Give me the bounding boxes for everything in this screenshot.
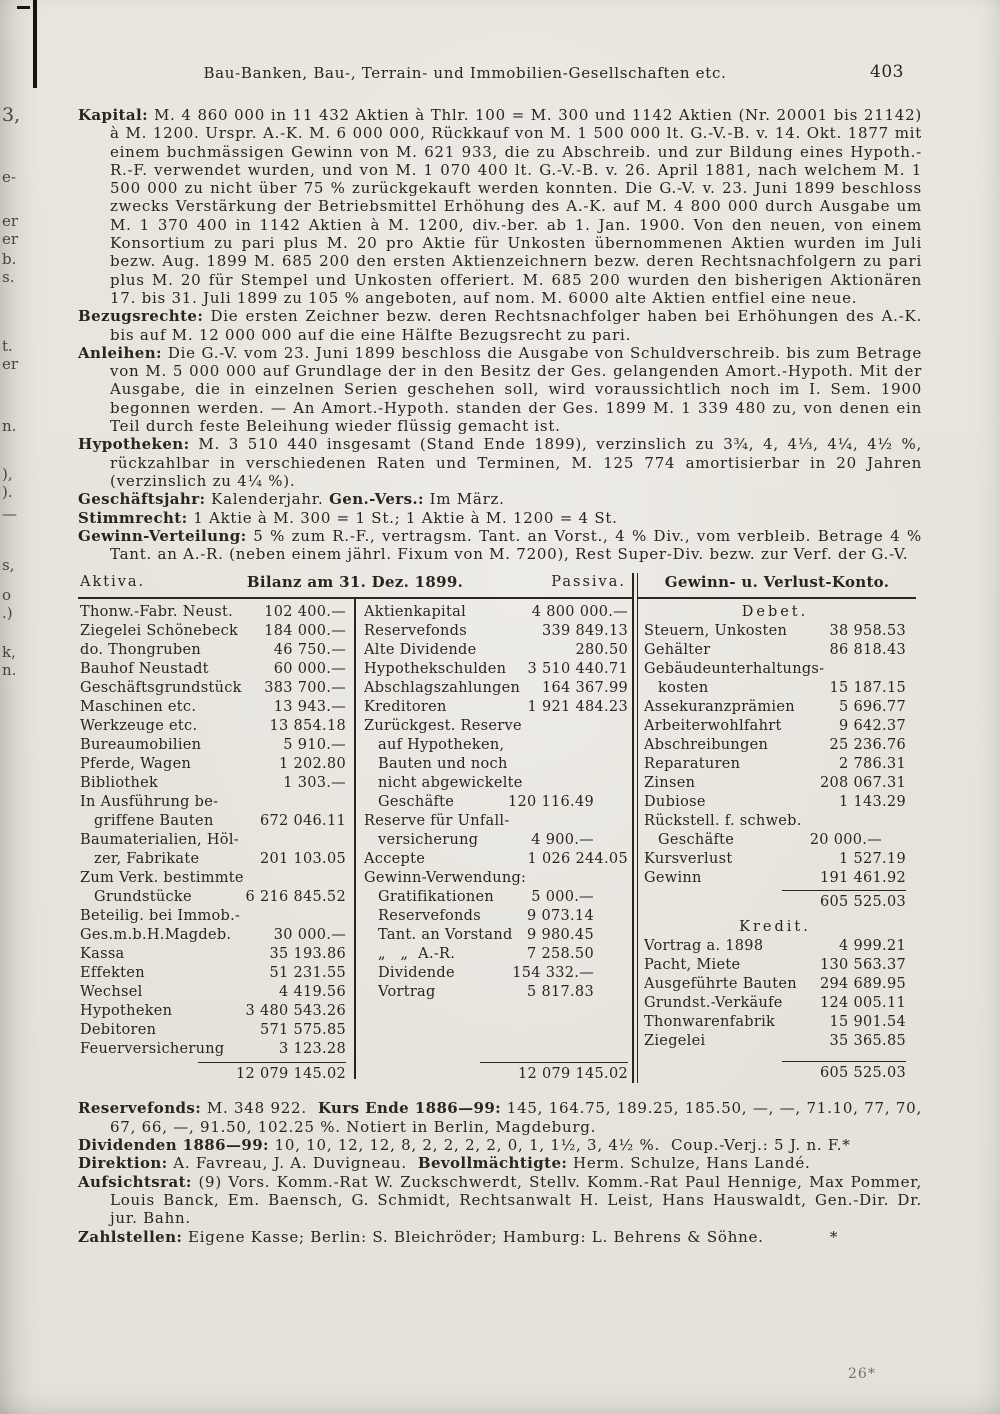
entry-paragraph: Zahlstellen: Eigene Kasse; Berlin: S. Bleichröder; Hamburg: L. Behrens & Söhne. * bbox=[78, 1227, 839, 1246]
ledger-row bbox=[364, 850, 628, 869]
entry-paragraph: Anleihen: Die G.-V. vom 23. Juni 1899 beschloss die Ausgabe von Schuldverschreib. bis zum Betrage von M. 5 000 000 auf Grundlage der in den Besitz der Ges. gelangenden Amort.-Hypoth. Mit der Ausgabe, die in einzelnen Serien geschehen soll, wird voraussichtlich noch im I. Sem. 1900 begonnen werden. — An Amort.-Hypoth. standen der Ges. 1899 M. 1 339 480 zu, von denen ein Teil durch feste Beleihung wieder flüssig gemacht ist. bbox=[78, 343, 922, 436]
ledger-amount: 1 143.29 bbox=[839, 794, 906, 811]
ledger-amount: 15 901.54 bbox=[829, 1014, 906, 1031]
ledger-row bbox=[644, 641, 906, 660]
margin-fragment: o bbox=[2, 586, 12, 604]
ledger-label: Debitoren bbox=[80, 1022, 157, 1039]
ledger-label: Ziegelei Schönebeck bbox=[80, 623, 239, 640]
ledger-row bbox=[80, 1040, 346, 1059]
ledger-label: Beteilig. bei Immob.- bbox=[80, 908, 241, 925]
entry-paragraph: Kapital: M. 4 860 000 in 11 432 Aktien à Thlr. 100 = M. 300 und 1142 Aktien (Nr. 20001 bis 21142) à M. 1200. Urspr. A.-K. M. 6 000 000, Rückkauf von M. 1 500 000 lt. G.-V.-B. v. 14. Okt. 1877 mit einem buchmässigen Gewinn von M. 621 933, die zu Abschreib. und zur Bildung eines Hypoth.-R.-F. verwendet wurden, und von M. 1 070 400 lt. G.-V.-B. v. 26. April 1881, nach welchem M. 1 500 000 zu nicht über 75 % zurückgekauft werden konnten. Die G.-V. v. 23. Juni 1899 beschloss zwecks Verstärkung der Betriebsmittel Erhöhung des A.-K. auf M. 4 800 000 durch Ausgabe um M. 1 370 400 in 1142 Aktien à M. 1200, div.-ber. ab 1. Jan. 1900. Von den neuen, von einem Konsortium zu pari plus M. 20 pro Aktie für Unkosten übernommenen Aktien wurden im Juli bezw. Aug. 1899 M. 685 200 den ersten Aktienzeichnern bezw. deren Rechtsnachfolgern zu pari plus M. 20 für Stempel und Unkosten offeriert. M. 685 200 wurden den bisherigen Aktionären 17. bis 31. Juli 1899 zu 105 % angeboten, auf nom. M. 6000 alte Aktien entfiel eine neue. bbox=[78, 106, 922, 307]
ledger-label: Kassa bbox=[80, 946, 125, 963]
ledger-row bbox=[80, 679, 346, 698]
ledger-label: Reservefonds bbox=[364, 623, 467, 640]
ledger-amount: 15 187.15 bbox=[829, 680, 906, 697]
ledger-row bbox=[364, 888, 628, 907]
passiva-heading: Passiva. bbox=[551, 574, 626, 591]
ledger-amount: 1 303.— bbox=[283, 775, 346, 792]
ledger-label: Dividende bbox=[378, 965, 455, 982]
ledger-amount: 2 786.31 bbox=[839, 756, 906, 773]
ledger-row bbox=[80, 755, 346, 774]
ledger-amount: 383 700.— bbox=[264, 680, 346, 697]
entry-paragraph: Direktion: A. Favreau, J. A. Duvigneau. Bevollmächtigte: Herm. Schulze, Hans Landé. bbox=[78, 1154, 811, 1173]
ledger-label: versicherung bbox=[378, 832, 479, 849]
ledger-amount: 5 696.77 bbox=[839, 699, 906, 716]
ledger-row bbox=[80, 983, 346, 1002]
ledger-label: Tant. an Vorstand bbox=[378, 927, 513, 944]
ledger-amount: 124 005.11 bbox=[819, 995, 906, 1012]
ledger-row bbox=[644, 717, 906, 736]
ledger-row bbox=[644, 956, 906, 975]
ledger-amount: 294 689.95 bbox=[819, 976, 906, 993]
ledger-label: Bauten und noch bbox=[378, 756, 508, 773]
ledger-label: Wechsel bbox=[80, 984, 143, 1001]
ledger-amount: 280.50 bbox=[575, 642, 628, 659]
ledger-label: Pacht, Miete bbox=[644, 957, 741, 974]
ledger-amount: 51 231.55 bbox=[269, 965, 346, 982]
ledger-row bbox=[80, 698, 346, 717]
ledger-amount: 184 000.— bbox=[264, 623, 346, 640]
entry-paragraph: Gewinn-Verteilung: 5 % zum R.-F., vertragsm. Tant. an Vorst., 4 % Div., vom verbleib. Betrage 4 % Tant. an A.-R. (neben einem jährl. Fixum von M. 7200), Rest Super-Div. bezw. zur Verf. der G.-V. bbox=[78, 526, 922, 564]
ledger-label: Gratifikationen bbox=[378, 889, 495, 906]
ledger-row bbox=[364, 622, 628, 641]
ledger-amount: 1 921 484.23 bbox=[527, 699, 628, 716]
ledger-row bbox=[644, 937, 906, 956]
margin-fragment: — bbox=[2, 505, 17, 523]
ledger-label: Zum Verk. bestimmte bbox=[80, 870, 244, 887]
bottom-entries bbox=[78, 1099, 922, 1245]
ledger-amount: 13 854.18 bbox=[269, 718, 346, 735]
ledger-row bbox=[364, 793, 628, 812]
ledger-row bbox=[80, 603, 346, 622]
ledger-row bbox=[364, 698, 628, 717]
ledger-row bbox=[364, 660, 628, 679]
ledger-amount: 7 258.50 bbox=[527, 946, 594, 963]
ledger-amount: 86 818.43 bbox=[829, 642, 906, 659]
ledger-label: Reservefonds bbox=[378, 908, 481, 925]
ledger-label: Rückstell. f. schweb. bbox=[644, 813, 802, 830]
main-entries bbox=[78, 106, 922, 563]
ledger-row bbox=[364, 926, 628, 945]
ledger-label: Gehälter bbox=[644, 642, 711, 659]
ledger-label: Baumaterialien, Höl- bbox=[80, 832, 239, 849]
ledger-amount: 13 943.— bbox=[273, 699, 346, 716]
ledger-amount: 201 103.05 bbox=[259, 851, 346, 868]
ledger-label: Feuerversicherung bbox=[80, 1041, 225, 1058]
debet-heading: Debet. bbox=[741, 604, 809, 621]
ledger-amount: 3 123.28 bbox=[279, 1041, 346, 1058]
double-rule-right bbox=[637, 573, 639, 1083]
ledger-label: Steuern, Unkosten bbox=[644, 623, 788, 640]
ledger-label: Ges.m.b.H.Magdeb. bbox=[80, 927, 232, 944]
printers-signature-mark: 26* bbox=[848, 1366, 876, 1382]
ledger-row bbox=[80, 869, 346, 888]
ledger-label: Grundstücke bbox=[94, 889, 192, 906]
debet-total-row bbox=[644, 890, 906, 912]
ledger-amount: 4 900.— bbox=[531, 832, 594, 849]
ledger-label: Ziegelei bbox=[644, 1033, 706, 1050]
ledger-amount: 46 750.— bbox=[273, 642, 346, 659]
ledger-label: Maschinen etc. bbox=[80, 699, 197, 716]
margin-fragment: b. bbox=[2, 250, 17, 268]
margin-fragment: s. bbox=[2, 268, 15, 286]
ledger-label: Hypotheken bbox=[80, 1003, 173, 1020]
ledger-amount: 9 642.37 bbox=[839, 718, 906, 735]
margin-fragment: er bbox=[2, 230, 19, 248]
ledger-label: Ausgeführte Bauten bbox=[644, 976, 797, 993]
ledger-row bbox=[80, 888, 346, 907]
ledger-label: „ „ A.-R. bbox=[378, 946, 456, 963]
financial-tables bbox=[78, 573, 922, 1087]
ledger-row bbox=[80, 641, 346, 660]
margin-fragment: er bbox=[2, 355, 19, 373]
ledger-amount: 339 849.13 bbox=[541, 623, 628, 640]
ledger-label: griffene Bauten bbox=[94, 813, 214, 830]
ledger-amount: 154 332.— bbox=[512, 965, 594, 982]
margin-fragment: er bbox=[2, 212, 19, 230]
page-header bbox=[78, 64, 922, 88]
margin-fragment: .) bbox=[2, 604, 13, 622]
margin-fragment: n. bbox=[2, 661, 17, 679]
ledger-amount: 4 999.21 bbox=[839, 938, 906, 955]
ledger-row bbox=[364, 945, 628, 964]
ledger-row bbox=[364, 679, 628, 698]
aktiva-total: 12 079 145.02 bbox=[198, 1062, 346, 1084]
pnl-column bbox=[644, 603, 906, 1083]
passiva-total: 12 079 145.02 bbox=[480, 1062, 628, 1084]
ledger-label: Bauhof Neustadt bbox=[80, 661, 209, 678]
ledger-row bbox=[80, 926, 346, 945]
ledger-label: Zurückgest. Reserve bbox=[364, 718, 522, 735]
ledger-amount: 35 365.85 bbox=[829, 1033, 906, 1050]
ledger-row bbox=[80, 774, 346, 793]
entry-paragraph: Aufsichtsrat: (9) Vors. Komm.-Rat W. Zuckschwerdt, Stellv. Komm.-Rat Paul Hennige, Max Pommer, Louis Banck, Em. Baensch, G. Schmidt, Rechtsanwalt H. Leist, Hans Hauswaldt, Gen.-Dir. Dr. jur. Bahn. bbox=[78, 1172, 922, 1228]
ledger-row bbox=[364, 907, 628, 926]
passiva-column bbox=[364, 603, 628, 1084]
ledger-amount: 102 400.— bbox=[264, 604, 346, 621]
ledger-row bbox=[364, 869, 628, 888]
margin-fragment: s, bbox=[2, 556, 15, 574]
ledger-row bbox=[644, 831, 906, 850]
scan-edge-artifact-dash bbox=[17, 6, 30, 9]
page-title: Bau-Banken, Bau-, Terrain- und Immobilien-Gesellschaften etc. bbox=[203, 64, 727, 82]
aktiva-rows bbox=[80, 603, 346, 1059]
ledger-row bbox=[80, 736, 346, 755]
ledger-amount: 4 419.56 bbox=[279, 984, 346, 1001]
ledger-amount: 35 193.86 bbox=[269, 946, 346, 963]
ledger-row bbox=[644, 774, 906, 793]
ledger-row bbox=[644, 660, 906, 679]
aktiva-column bbox=[80, 603, 346, 1084]
ledger-amount: 1 527.19 bbox=[839, 851, 906, 868]
ledger-label: Geschäftsgrundstück bbox=[80, 680, 242, 697]
ledger-amount: 5 817.83 bbox=[527, 984, 594, 1001]
ledger-label: Bureaumobilien bbox=[80, 737, 202, 754]
ledger-label: Thonw.-Fabr. Neust. bbox=[80, 604, 234, 621]
ledger-label: Vortrag a. 1898 bbox=[644, 938, 764, 955]
ledger-row bbox=[644, 975, 906, 994]
entry-paragraph: Geschäftsjahr: Kalenderjahr. Gen.-Vers.: Im März. bbox=[78, 490, 505, 509]
ledger-row bbox=[80, 850, 346, 869]
ledger-amount: 208 067.31 bbox=[819, 775, 906, 792]
kredit-total-row bbox=[644, 1061, 906, 1083]
ledger-row bbox=[364, 736, 628, 755]
ledger-row bbox=[644, 812, 906, 831]
margin-fragment: ), bbox=[2, 465, 13, 483]
kredit-total: 605 525.03 bbox=[782, 1061, 906, 1083]
ledger-row bbox=[80, 831, 346, 850]
ledger-label: Accepte bbox=[364, 851, 426, 868]
ledger-amount: 672 046.11 bbox=[259, 813, 346, 830]
margin-fragment: t. bbox=[2, 337, 13, 355]
ledger-amount: 130 563.37 bbox=[819, 957, 906, 974]
ledger-label: Thonwarenfabrik bbox=[644, 1014, 776, 1031]
entry-paragraph: Hypotheken: M. 3 510 440 insgesamt (Stand Ende 1899), verzinslich zu 3¾, 4, 4⅓, 4¼, 4½ %, rückzahlbar in verschiedenen Raten und Terminen, M. 125 774 amortisierbar in 20 Jahren (verzinslich zu 4¼ %). bbox=[78, 435, 922, 490]
entry-paragraph: Reservefonds: M. 348 922. Kurs Ende 1886—99: 145, 164.75, 189.25, 185.50, —, —, 71.10, 77, 70, 67, 66, —, 91.50, 102.25 %. Notiert in Berlin, Magdeburg. bbox=[78, 1099, 922, 1136]
ledger-row bbox=[644, 1032, 906, 1051]
ledger-label: Kreditoren bbox=[364, 699, 447, 716]
ledger-label: auf Hypotheken, bbox=[378, 737, 505, 754]
ledger-label: nicht abgewickelte bbox=[378, 775, 523, 792]
ledger-row bbox=[644, 850, 906, 869]
ledger-label: Gewinn bbox=[644, 870, 702, 887]
ledger-label: kosten bbox=[658, 680, 709, 697]
ledger-row bbox=[644, 679, 906, 698]
ledger-row bbox=[80, 945, 346, 964]
ledger-row bbox=[644, 736, 906, 755]
debet-total: 605 525.03 bbox=[782, 890, 906, 912]
ledger-label: Arbeiterwohlfahrt bbox=[644, 718, 782, 735]
ledger-label: Grundst.-Verkäufe bbox=[644, 995, 783, 1012]
ledger-amount: 38 958.53 bbox=[829, 623, 906, 640]
ledger-row bbox=[80, 812, 346, 831]
entry-paragraph: Stimmrecht: 1 Aktie à M. 300 = 1 St.; 1 Aktie à M. 1200 = 4 St. bbox=[78, 508, 618, 527]
pnl-title: Gewinn- u. Verlust-Konto. bbox=[638, 573, 916, 599]
ledger-amount: 5 910.— bbox=[283, 737, 346, 754]
ledger-label: Kursverlust bbox=[644, 851, 733, 868]
ledger-label: Pferde, Wagen bbox=[80, 756, 192, 773]
ledger-row bbox=[644, 869, 906, 888]
ledger-label: Abschlagszahlungen bbox=[364, 680, 521, 697]
margin-fragment: ). bbox=[2, 483, 13, 501]
ledger-row bbox=[364, 603, 628, 622]
ledger-label: In Ausführung be- bbox=[80, 794, 219, 811]
ledger-row bbox=[80, 660, 346, 679]
ledger-row bbox=[644, 755, 906, 774]
ledger-row bbox=[644, 793, 906, 812]
ledger-row bbox=[364, 641, 628, 660]
margin-fragment: k, bbox=[2, 643, 16, 661]
ledger-row bbox=[80, 622, 346, 641]
ledger-label: Reparaturen bbox=[644, 756, 741, 773]
ledger-label: Gebäudeunterhaltungs- bbox=[644, 661, 825, 678]
ledger-label: Werkzeuge etc. bbox=[80, 718, 198, 735]
ledger-row bbox=[80, 793, 346, 812]
ledger-amount: 6 216 845.52 bbox=[245, 889, 346, 906]
ledger-label: Reserve für Unfall- bbox=[364, 813, 510, 830]
ledger-label: Effekten bbox=[80, 965, 145, 982]
debet-rows bbox=[644, 622, 906, 888]
ledger-row bbox=[644, 994, 906, 1013]
ledger-label: Abschreibungen bbox=[644, 737, 769, 754]
ledger-amount: 1 026 244.05 bbox=[527, 851, 628, 868]
ledger-row bbox=[364, 983, 628, 1002]
ledger-row bbox=[80, 964, 346, 983]
ledger-amount: 3 510 440.71 bbox=[527, 661, 628, 678]
page-number: 403 bbox=[870, 62, 904, 82]
balance-header-row bbox=[78, 573, 632, 599]
ledger-row bbox=[80, 1021, 346, 1040]
entry-paragraph: Dividenden 1886—99: 10, 10, 12, 12, 8, 2, 2, 2, 2, 0, 1, 1½, 3, 4½ %. Coup.-Verj.: 5 J. n. F.* bbox=[78, 1136, 851, 1155]
scan-edge-artifact-bar bbox=[33, 0, 37, 88]
ledger-row bbox=[364, 831, 628, 850]
ledger-row bbox=[80, 1002, 346, 1021]
ledger-label: Aktienkapital bbox=[364, 604, 467, 621]
entry-paragraph: Bezugsrechte: Die ersten Zeichner bezw. deren Rechtsnachfolger haben bei Erhöhungen des A.-K. bis auf M. 12 000 000 auf die eine Hälfte Bezugsrecht zu pari. bbox=[78, 307, 922, 344]
ledger-row bbox=[364, 717, 628, 736]
ledger-label: zer, Fabrikate bbox=[94, 851, 200, 868]
ledger-amount: 191 461.92 bbox=[819, 870, 906, 887]
ledger-row bbox=[364, 964, 628, 983]
ledger-label: Bibliothek bbox=[80, 775, 159, 792]
ledger-label: Zinsen bbox=[644, 775, 696, 792]
ledger-row bbox=[80, 907, 346, 926]
ledger-row bbox=[644, 622, 906, 641]
margin-fragment: n. bbox=[2, 417, 17, 435]
ledger-amount: 3 480 543.26 bbox=[245, 1003, 346, 1020]
kredit-rows bbox=[644, 937, 906, 1051]
ledger-amount: 1 202.80 bbox=[279, 756, 346, 773]
ledger-amount: 571 575.85 bbox=[259, 1022, 346, 1039]
ledger-row bbox=[364, 755, 628, 774]
ledger-amount: 4 800 000.— bbox=[531, 604, 628, 621]
ledger-row bbox=[364, 774, 628, 793]
ledger-amount: 60 000.— bbox=[273, 661, 346, 678]
ledger-label: Assekuranzprämien bbox=[644, 699, 795, 716]
margin-fragment: e- bbox=[2, 168, 16, 186]
balance-title: Bilanz am 31. Dez. 1899. bbox=[246, 573, 464, 592]
ledger-label: Hypothekschulden bbox=[364, 661, 507, 678]
column-rule bbox=[354, 599, 356, 1079]
passiva-rows bbox=[364, 603, 628, 1002]
ledger-amount: 164 367.99 bbox=[541, 680, 628, 697]
ledger-label: Alte Dividende bbox=[364, 642, 477, 659]
ledger-row bbox=[644, 698, 906, 717]
ledger-amount: 30 000.— bbox=[273, 927, 346, 944]
ledger-amount: 20 000.— bbox=[809, 832, 882, 849]
ledger-row bbox=[80, 717, 346, 736]
ledger-row bbox=[364, 812, 628, 831]
kredit-heading: Kredit. bbox=[739, 919, 811, 936]
aktiva-heading: Aktiva. bbox=[80, 574, 146, 591]
double-rule-left bbox=[632, 573, 634, 1083]
ledger-label: do. Thongruben bbox=[80, 642, 202, 659]
page-content bbox=[78, 64, 922, 1246]
ledger-amount: 9 980.45 bbox=[527, 927, 594, 944]
ledger-label: Geschäfte bbox=[378, 794, 455, 811]
ledger-amount: 25 236.76 bbox=[829, 737, 906, 754]
ledger-label: Dubiose bbox=[644, 794, 706, 811]
passiva-total-row bbox=[364, 1062, 628, 1084]
margin-fragment: 3, bbox=[2, 104, 21, 126]
ledger-label: Vortrag bbox=[378, 984, 436, 1001]
ledger-label: Gewinn-Verwendung: bbox=[364, 870, 527, 887]
ledger-amount: 120 116.49 bbox=[507, 794, 594, 811]
ledger-amount: 5 000.— bbox=[531, 889, 594, 906]
ledger-label: Geschäfte bbox=[658, 832, 735, 849]
aktiva-total-row bbox=[80, 1062, 346, 1084]
ledger-amount: 9 073.14 bbox=[527, 908, 594, 925]
ledger-row bbox=[644, 1013, 906, 1032]
